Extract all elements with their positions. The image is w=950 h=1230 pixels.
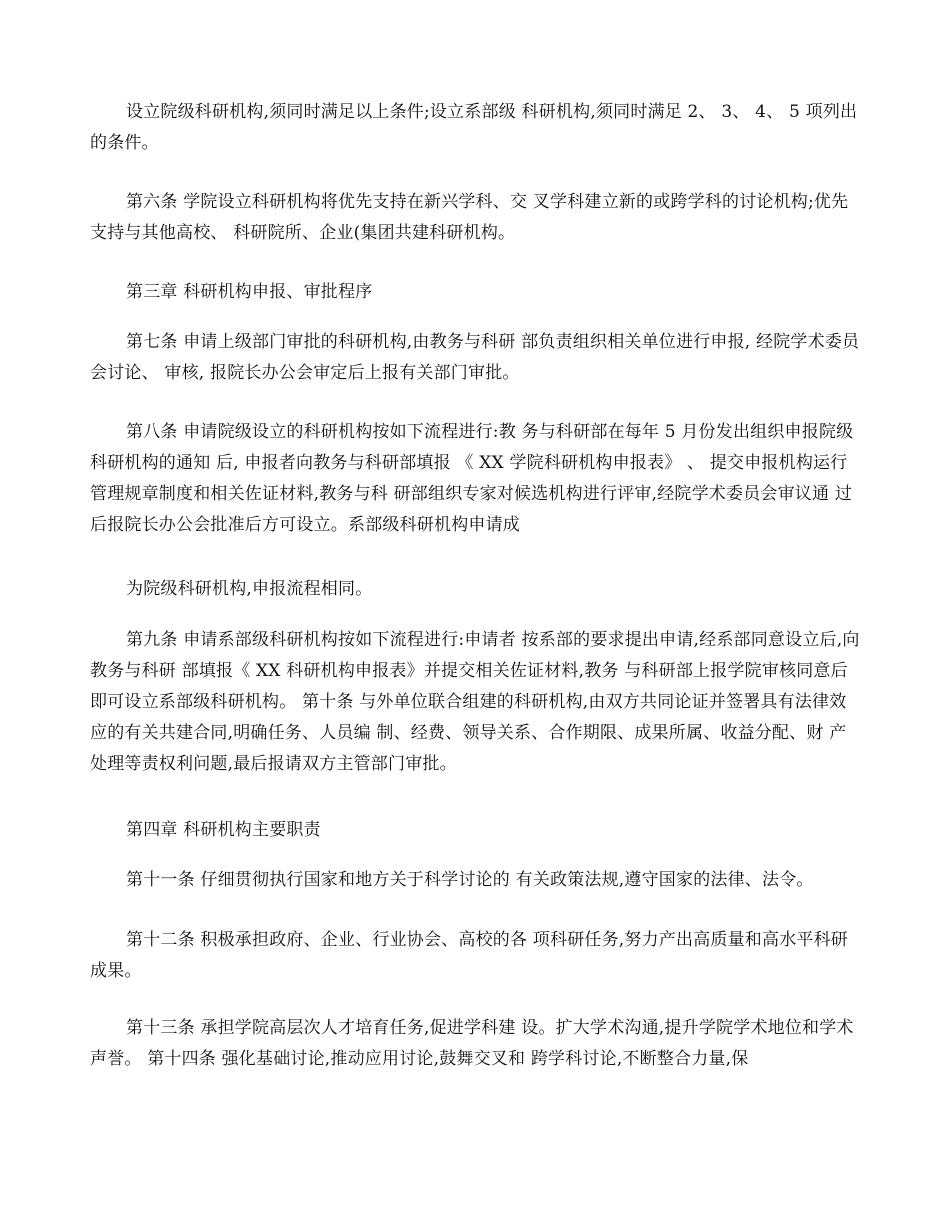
paragraph-article-13-14: 第十三条 承担学院高层次人才培育任务,促进学科建 设。扩大学术沟通,提升学院学术地位和学术声誉。 第十四条 强化基础讨论,推动应用讨论,鼓舞交叉和 跨学科讨论,不断整合力量,保: [90, 1018, 854, 1069]
paragraph-article-6: 第六条 学院设立科研机构将优先支持在新兴学科、交 叉学科建立新的或跨学科的讨论机构;优先支持与其他高校、 科研院所、企业(集团共建科研机构。: [90, 192, 849, 243]
paragraph-article-7: 第七条 申请上级部门审批的科研机构,由教务与科研 部负责组织相关单位进行申报, 经院学术委员会讨论、 审核, 报院长办公会审定后上报有关部门审批。: [90, 332, 860, 383]
paragraph-article-8: 第八条 申请院级设立的科研机构按如下流程进行:教 务与科研部在每年 5 月份发出组织申报院级科研机构的通知 后, 申报者向教务与科研部填报 《 XX 学院科研机构申报表》 、 提交申报机构运行管理规章制度和相关佐证材料,教务与科 研部组织专家对候选机构进行评审,经院学术委员会审议通 过后报院长办公会批准后方可设立。系部级科研机构申请成: [90, 422, 854, 535]
chapter-4-heading: 第四章 科研机构主要职责: [126, 820, 321, 840]
paragraph-conditions: 设立院级科研机构,须同时满足以上条件;设立系部级 科研机构,须同时满足 2、 3、 4、 5 项列出的条件。: [90, 102, 858, 153]
paragraph-article-8-cont: 为院级科研机构,申报流程相同。: [126, 579, 373, 599]
paragraph-article-12: 第十二条 积极承担政府、企业、行业协会、高校的各 项科研任务,努力产出高质量和高水平科研成果。: [90, 930, 849, 981]
paragraph-article-9-10: 第九条 申请系部级科研机构按如下流程进行:申请者 按系部的要求提出申请,经系部同意设立后,向教务与科研 部填报《 XX 科研机构申报表》并提交相关佐证材料,教务 与科研部上报学院审核同意后即可设立系部级科研机构。 第十条 与外单位联合组建的科研机构,由双方共同论证并签署具有法律效应的有关共建合同,明确任务、人员编 制、经费、领导关系、合作期限、成果所属、收益分配、财 产处理等责权利问题,最后报请双方主管部门审批。: [90, 630, 860, 774]
paragraph-article-11: 第十一条 仔细贯彻执行国家和地方关于科学讨论的 有关政策法规,遵守国家的法律、法令。: [126, 870, 814, 890]
chapter-3-heading: 第三章 科研机构申报、审批程序: [126, 282, 373, 302]
